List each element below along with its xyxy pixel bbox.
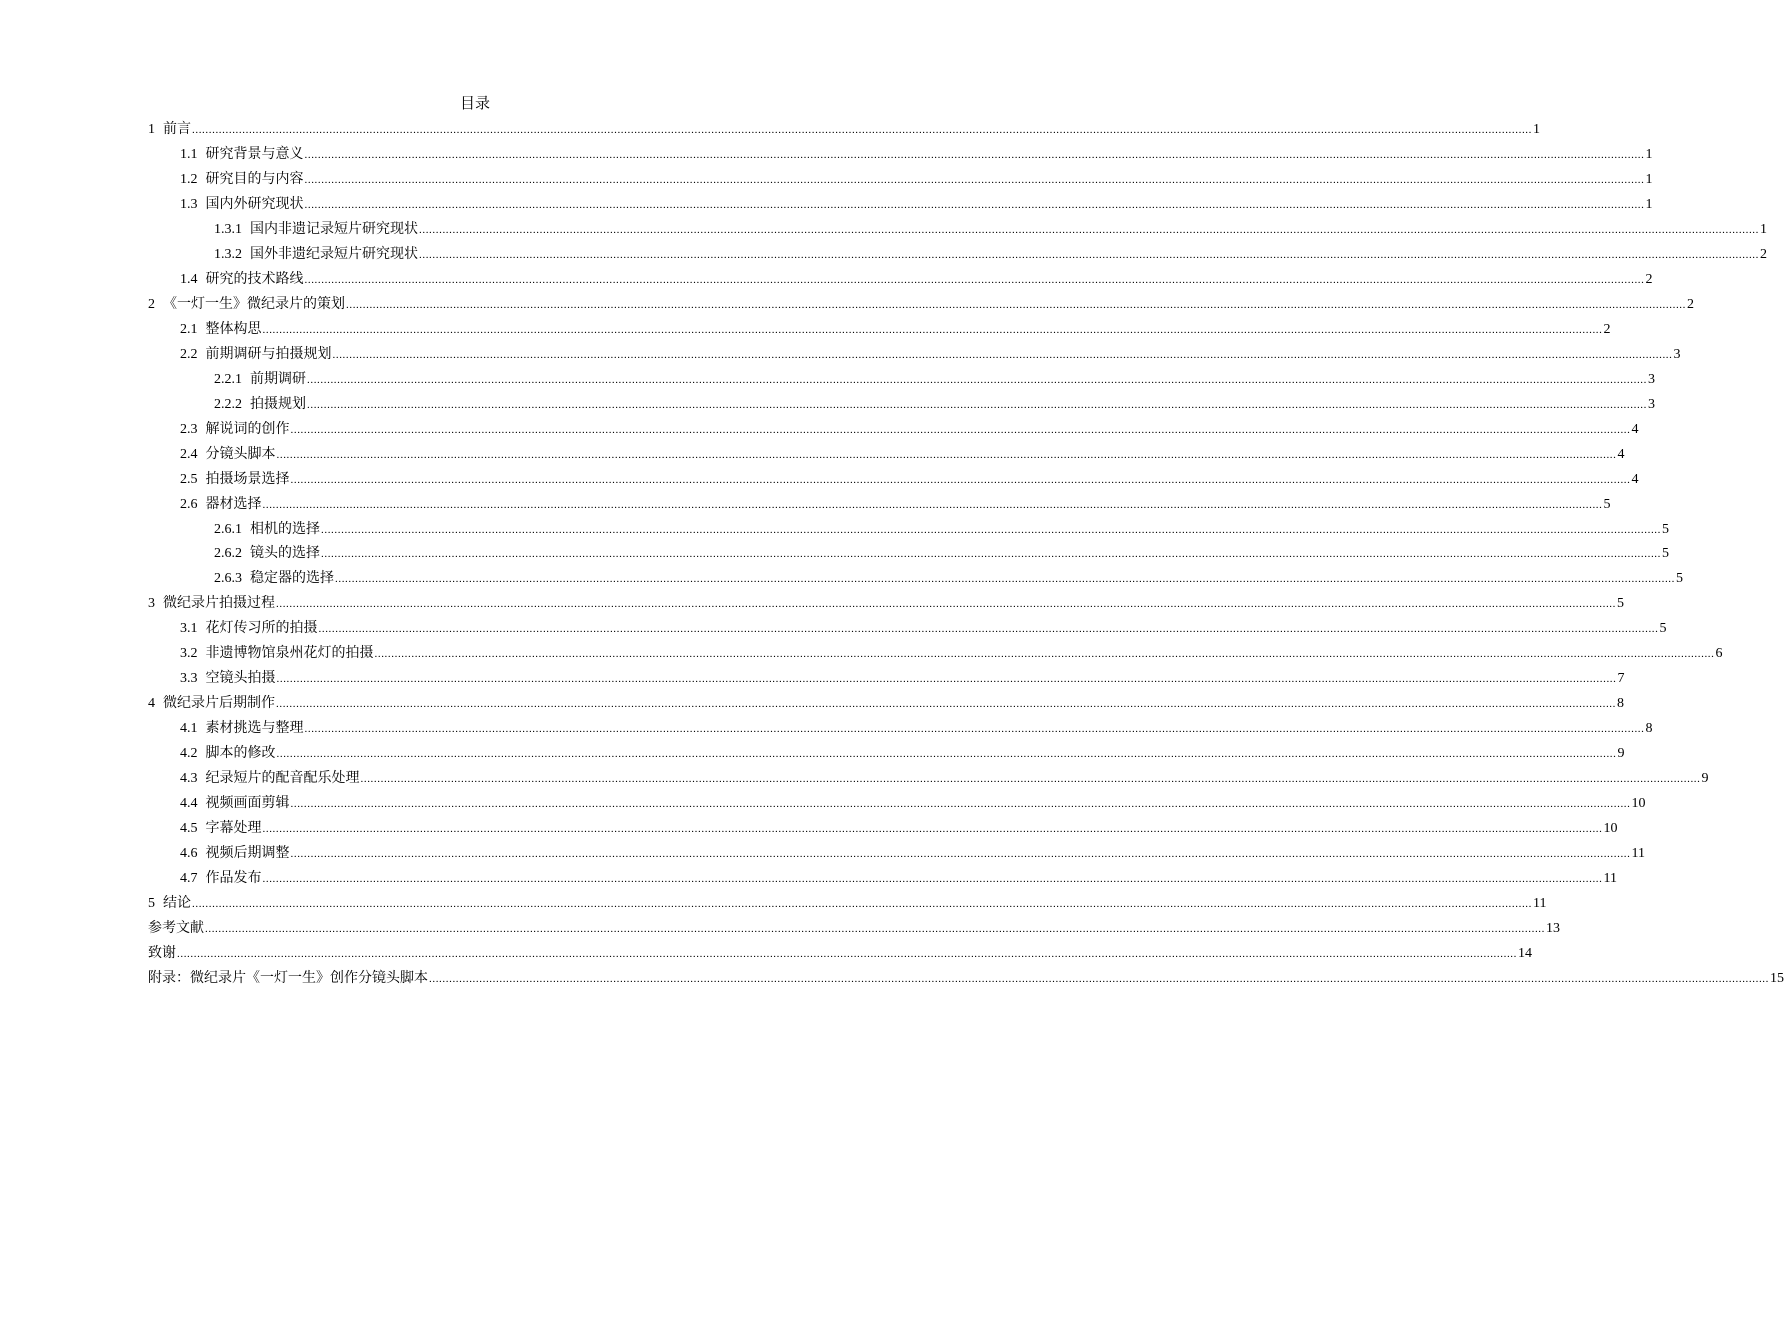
toc-entry-title: 国外非遗纪录短片研究现状 bbox=[250, 245, 418, 262]
toc-entry[interactable] bbox=[148, 442, 1625, 467]
toc-entry[interactable] bbox=[148, 342, 1681, 367]
toc-entry-number: 1 bbox=[148, 122, 155, 137]
toc-entry-title: 拍摄规划 bbox=[250, 395, 306, 412]
toc-entry-page-number: 15 bbox=[1770, 970, 1784, 986]
toc-entry-page-number: 11 bbox=[1631, 846, 1645, 862]
toc-entry-number: 1.3.1 bbox=[214, 221, 242, 237]
toc-entry-page-number: 8 bbox=[1645, 721, 1653, 737]
toc-entry[interactable] bbox=[148, 217, 1767, 242]
toc-entry-page-number: 2 bbox=[1603, 321, 1611, 337]
toc-entry-number: 1.3 bbox=[180, 196, 198, 212]
toc-dot-leader: ................................................................................................................................................................................................................................................................................................................................................................................................................ bbox=[360, 773, 1701, 786]
toc-entry-title: 作品发布 bbox=[205, 870, 262, 887]
toc-dot-leader: ................................................................................................................................................................................................................................................................................................................................................................................................................ bbox=[276, 673, 1617, 686]
toc-entry-number: 4.4 bbox=[180, 796, 198, 812]
toc-dot-leader: ................................................................................................................................................................................................................................................................................................................................................................................................................ bbox=[374, 648, 1715, 661]
toc-dot-leader: ................................................................................................................................................................................................................................................................................................................................................................................................................ bbox=[307, 373, 1647, 386]
toc-entry[interactable] bbox=[148, 317, 1611, 342]
toc-entry-page-number: 2 bbox=[1645, 271, 1653, 287]
toc-entry[interactable] bbox=[148, 716, 1653, 741]
toc-entry-page-number: 4 bbox=[1631, 471, 1639, 487]
toc-entry-title: 花灯传习所的拍摄 bbox=[205, 620, 318, 637]
toc-entry[interactable] bbox=[148, 192, 1653, 217]
toc-entry-page-number: 7 bbox=[1617, 671, 1625, 687]
toc-entry-page-number: 2 bbox=[1687, 296, 1694, 312]
toc-entry-title: 微纪录片后期制作 bbox=[163, 695, 275, 712]
toc-entry-title: 研究目的与内容 bbox=[205, 170, 304, 187]
toc-entry[interactable] bbox=[148, 292, 1694, 317]
toc-entry[interactable] bbox=[148, 766, 1709, 791]
toc-dot-leader: ................................................................................................................................................................................................................................................................................................................................................................................................................ bbox=[419, 223, 1759, 236]
toc-dot-leader: ................................................................................................................................................................................................................................................................................................................................................................................................................ bbox=[307, 398, 1647, 411]
toc-entry-title: 相机的选择 bbox=[250, 520, 320, 537]
toc-dot-leader: ................................................................................................................................................................................................................................................................................................................................................................................................................ bbox=[290, 798, 1631, 811]
toc-entry[interactable] bbox=[148, 492, 1611, 517]
toc-entry-number: 2 bbox=[148, 296, 155, 312]
toc-entry-title: 拍摄场景选择 bbox=[205, 470, 290, 487]
toc-dot-leader: ................................................................................................................................................................................................................................................................................................................................................................................................................ bbox=[290, 848, 1631, 861]
toc-entry-number: 2.2.2 bbox=[214, 396, 242, 412]
toc-entry[interactable] bbox=[148, 941, 1532, 966]
toc-entry-title: 研究的技术路线 bbox=[205, 270, 304, 287]
toc-entry-title: 分镜头脚本 bbox=[205, 445, 276, 462]
toc-entry[interactable] bbox=[148, 741, 1625, 766]
toc-entry-number: 2.4 bbox=[180, 446, 198, 462]
toc-entry-title: 字幕处理 bbox=[205, 820, 262, 837]
toc-entry-number: 3 bbox=[148, 596, 155, 612]
toc-dot-leader: ................................................................................................................................................................................................................................................................................................................................................................................................................ bbox=[276, 748, 1617, 761]
toc-entry[interactable] bbox=[148, 566, 1683, 591]
toc-entry-page-number: 5 bbox=[1662, 546, 1669, 562]
toc-entry-page-number: 1 bbox=[1645, 146, 1653, 162]
toc-entry-title: 视频后期调整 bbox=[205, 845, 290, 862]
toc-entry-page-number: 8 bbox=[1617, 696, 1624, 712]
toc-entry-number: 5 bbox=[148, 896, 155, 912]
toc-entry-page-number: 14 bbox=[1518, 945, 1532, 961]
toc-dot-leader: ................................................................................................................................................................................................................................................................................................................................................................................................................ bbox=[304, 198, 1645, 211]
toc-entry-page-number: 10 bbox=[1631, 796, 1646, 812]
toc-entry-page-number: 3 bbox=[1648, 396, 1655, 412]
toc-entry-title: 器材选择 bbox=[205, 495, 262, 512]
toc-dot-leader: ................................................................................................................................................................................................................................................................................................................................................................................................................ bbox=[276, 598, 1616, 611]
toc-entry-number: 1.2 bbox=[180, 171, 198, 187]
toc-entry[interactable] bbox=[148, 517, 1669, 542]
toc-entry-number: 4.7 bbox=[180, 871, 198, 887]
toc-entry[interactable] bbox=[148, 267, 1653, 292]
toc-entry-number: 4.1 bbox=[180, 721, 198, 737]
toc-dot-leader: ................................................................................................................................................................................................................................................................................................................................................................................................................ bbox=[321, 548, 1661, 561]
toc-entry-number: 4.5 bbox=[180, 821, 198, 837]
toc-dot-leader: ................................................................................................................................................................................................................................................................................................................................................................................................................ bbox=[304, 273, 1645, 286]
toc-dot-leader: ................................................................................................................................................................................................................................................................................................................................................................................................................ bbox=[205, 923, 1545, 935]
toc-entry-number: 1.4 bbox=[180, 271, 198, 287]
toc-entry[interactable] bbox=[148, 891, 1547, 916]
toc-entry[interactable] bbox=[148, 117, 1540, 142]
toc-entry-number: 2.3 bbox=[180, 421, 198, 437]
toc-entry-number: 3.1 bbox=[180, 621, 198, 637]
toc-entry-number: 2.6 bbox=[180, 496, 198, 512]
toc-entry-number: 1.3.2 bbox=[214, 246, 242, 262]
toc-entry-number: 4.6 bbox=[180, 846, 198, 862]
toc-entry[interactable] bbox=[148, 791, 1646, 816]
toc-entry-page-number: 5 bbox=[1617, 596, 1624, 612]
toc-entry-title: 微纪录片拍摄过程 bbox=[163, 595, 275, 612]
toc-entry-page-number: 11 bbox=[1533, 896, 1547, 912]
toc-dot-leader: ................................................................................................................................................................................................................................................................................................................................................................................................................ bbox=[290, 423, 1631, 436]
toc-dot-leader: ................................................................................................................................................................................................................................................................................................................................................................................................................ bbox=[276, 448, 1617, 461]
toc-title: 目录 bbox=[459, 94, 490, 112]
toc-entry-title: 国内非遗记录短片研究现状 bbox=[250, 220, 418, 237]
toc-entry[interactable] bbox=[148, 916, 1560, 941]
toc-entry-page-number: 1 bbox=[1533, 122, 1540, 137]
toc-entry-page-number: 5 bbox=[1662, 521, 1669, 537]
toc-entry-page-number: 5 bbox=[1603, 496, 1611, 512]
toc-entry[interactable] bbox=[148, 541, 1669, 566]
toc-entry-number: 2.2 bbox=[180, 346, 198, 362]
toc-entry-number: 2.6.1 bbox=[214, 521, 242, 537]
toc-entry[interactable] bbox=[148, 691, 1624, 716]
toc-entry-title: 解说词的创作 bbox=[205, 420, 290, 437]
toc-entry-page-number: 9 bbox=[1617, 746, 1625, 762]
toc-entry-title: 非遗博物馆泉州花灯的拍摄 bbox=[205, 645, 374, 662]
toc-entry-title: 整体构思 bbox=[205, 320, 262, 337]
toc-entry[interactable] bbox=[148, 167, 1653, 192]
toc-entry[interactable] bbox=[148, 966, 1784, 991]
toc-entry-title: 前期调研 bbox=[250, 370, 306, 387]
toc-dot-leader: ................................................................................................................................................................................................................................................................................................................................................................................................................ bbox=[346, 298, 1686, 311]
toc-entry-page-number: 1 bbox=[1645, 171, 1653, 187]
toc-entry[interactable] bbox=[148, 616, 1667, 641]
toc-entry-number: 2.2.1 bbox=[214, 371, 242, 387]
toc-entry-title: 结论 bbox=[163, 895, 191, 912]
toc-entry[interactable] bbox=[148, 417, 1639, 442]
toc-dot-leader: ................................................................................................................................................................................................................................................................................................................................................................................................................ bbox=[177, 947, 1517, 960]
toc-entry[interactable] bbox=[148, 142, 1653, 167]
toc-dot-leader: ................................................................................................................................................................................................................................................................................................................................................................................................................ bbox=[262, 323, 1603, 336]
toc-dot-leader: ................................................................................................................................................................................................................................................................................................................................................................................................................ bbox=[304, 148, 1645, 161]
toc-entry-page-number: 9 bbox=[1701, 771, 1709, 787]
toc-entry-number: 2.6.3 bbox=[214, 571, 242, 587]
toc-entry-page-number: 1 bbox=[1760, 221, 1767, 237]
toc-entry-page-number: 10 bbox=[1603, 821, 1618, 837]
toc-dot-leader: ................................................................................................................................................................................................................................................................................................................................................................................................................ bbox=[262, 823, 1603, 836]
toc-entry-page-number: 3 bbox=[1673, 346, 1681, 362]
toc-entry-title: 附录：微纪录片《一灯一生》创作分镜头脚本 bbox=[148, 969, 428, 986]
toc-entry-number: 3.2 bbox=[180, 646, 198, 662]
toc-entry-title: 致谢 bbox=[148, 944, 176, 961]
toc-entry[interactable] bbox=[148, 367, 1655, 392]
toc-entry-number: 4 bbox=[148, 696, 155, 712]
toc-entry-page-number: 6 bbox=[1715, 646, 1723, 662]
toc-entry[interactable] bbox=[148, 666, 1625, 691]
toc-entry-title: 国内外研究现状 bbox=[205, 195, 304, 212]
toc-entry[interactable] bbox=[148, 467, 1639, 492]
toc-entry-page-number: 11 bbox=[1603, 871, 1617, 887]
toc-entry-title: 镜头的选择 bbox=[250, 545, 320, 562]
toc-dot-leader: ................................................................................................................................................................................................................................................................................................................................................................................................................ bbox=[318, 623, 1659, 636]
toc-dot-leader: ................................................................................................................................................................................................................................................................................................................................................................................................................ bbox=[262, 873, 1603, 886]
toc-entry-title: 《一灯一生》微纪录片的策划 bbox=[163, 295, 345, 312]
toc-entry[interactable] bbox=[148, 392, 1655, 417]
toc-dot-leader: ................................................................................................................................................................................................................................................................................................................................................................................................................ bbox=[304, 173, 1645, 186]
toc-entry-title: 参考文献 bbox=[148, 920, 204, 936]
toc-entry-title: 素材挑选与整理 bbox=[205, 720, 304, 737]
toc-dot-leader: ................................................................................................................................................................................................................................................................................................................................................................................................................ bbox=[419, 248, 1759, 261]
toc-entry-page-number: 2 bbox=[1760, 246, 1767, 262]
toc-dot-leader: ................................................................................................................................................................................................................................................................................................................................................................................................................ bbox=[304, 723, 1645, 736]
toc-entry-number: 2.1 bbox=[180, 321, 198, 337]
toc-entry-page-number: 13 bbox=[1546, 921, 1560, 936]
toc-entry-page-number: 4 bbox=[1617, 446, 1625, 462]
toc-entry-title: 脚本的修改 bbox=[205, 745, 276, 762]
toc-dot-leader: ................................................................................................................................................................................................................................................................................................................................................................................................................ bbox=[332, 348, 1673, 361]
toc-entry-page-number: 3 bbox=[1648, 371, 1655, 387]
toc-entry[interactable] bbox=[148, 641, 1723, 666]
toc-dot-leader: ................................................................................................................................................................................................................................................................................................................................................................................................................ bbox=[335, 573, 1675, 586]
toc-entry[interactable] bbox=[148, 242, 1767, 267]
toc-dot-leader: ................................................................................................................................................................................................................................................................................................................................................................................................................ bbox=[321, 523, 1661, 536]
toc-entry-title: 空镜头拍摄 bbox=[205, 670, 276, 687]
toc-entry[interactable] bbox=[148, 866, 1617, 891]
toc-entry-title: 研究背景与意义 bbox=[205, 145, 304, 162]
toc-dot-leader: ................................................................................................................................................................................................................................................................................................................................................................................................................ bbox=[290, 473, 1631, 486]
toc-entry-title: 稳定器的选择 bbox=[250, 570, 334, 587]
toc-entry-page-number: 1 bbox=[1645, 196, 1653, 212]
toc-entry-page-number: 5 bbox=[1676, 571, 1683, 587]
toc-dot-leader: ................................................................................................................................................................................................................................................................................................................................................................................................................ bbox=[276, 698, 1616, 711]
toc-dot-leader: ................................................................................................................................................................................................................................................................................................................................................................................................................ bbox=[192, 898, 1532, 911]
toc-entry-title: 视频画面剪辑 bbox=[205, 795, 290, 812]
toc-entry-number: 3.3 bbox=[180, 671, 198, 687]
toc-dot-leader: ................................................................................................................................................................................................................................................................................................................................................................................................................ bbox=[262, 498, 1603, 511]
toc-list bbox=[148, 117, 1784, 991]
toc-entry-title: 前期调研与拍摄规划 bbox=[205, 345, 332, 362]
toc-entry-page-number: 4 bbox=[1631, 421, 1639, 437]
toc-entry-title: 纪录短片的配音配乐处理 bbox=[205, 770, 360, 787]
toc-entry-number: 2.6.2 bbox=[214, 546, 242, 562]
toc-entry[interactable] bbox=[148, 841, 1645, 866]
toc-dot-leader: ................................................................................................................................................................................................................................................................................................................................................................................................................ bbox=[192, 124, 1532, 136]
toc-entry-page-number: 5 bbox=[1659, 621, 1667, 637]
toc-entry-number: 1.1 bbox=[180, 146, 198, 162]
toc-entry[interactable] bbox=[148, 816, 1618, 841]
toc-entry-title: 前言 bbox=[163, 121, 191, 137]
toc-entry-number: 2.5 bbox=[180, 471, 198, 487]
toc-entry-number: 4.3 bbox=[180, 771, 198, 787]
toc-dot-leader: ................................................................................................................................................................................................................................................................................................................................................................................................................ bbox=[429, 972, 1769, 985]
toc-entry[interactable] bbox=[148, 591, 1624, 616]
toc-entry-number: 4.2 bbox=[180, 746, 198, 762]
